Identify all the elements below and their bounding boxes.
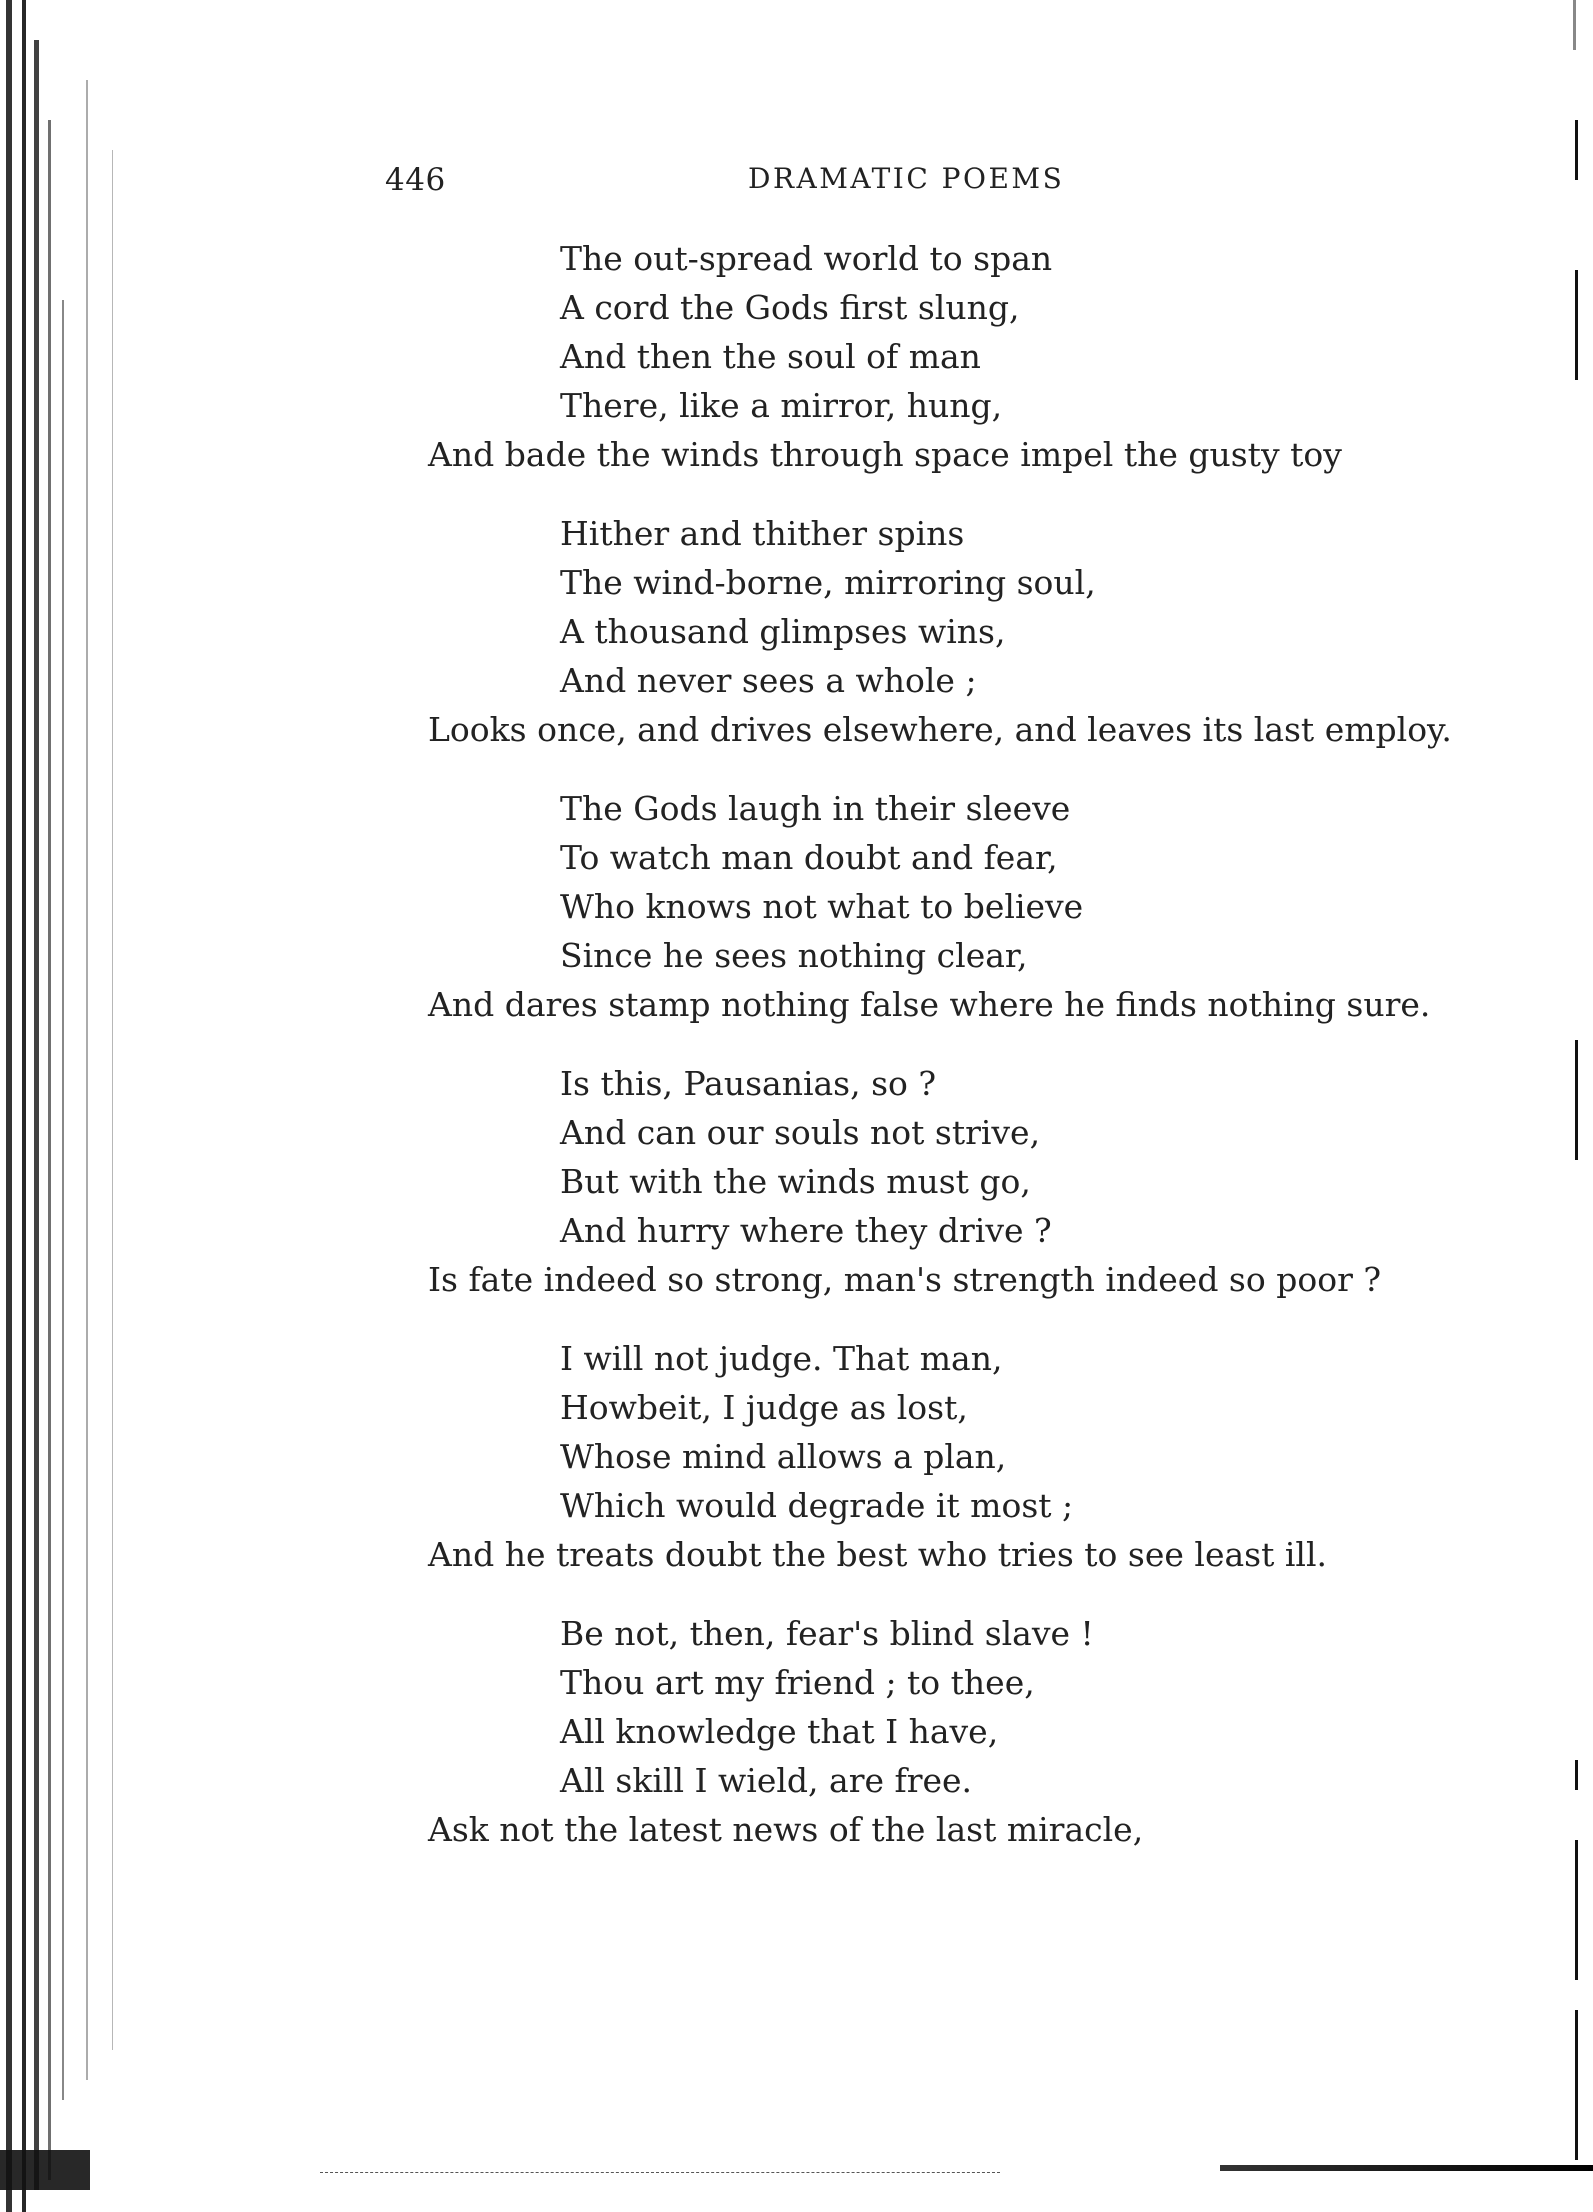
running-title: DRAMATIC POEMS	[748, 162, 1065, 195]
poem-body	[428, 234, 1452, 1884]
poem-line: To watch man doubt and fear,	[560, 838, 1058, 877]
stanza-5	[428, 1334, 1448, 1579]
poem-line: And can our souls not strive,	[560, 1113, 1041, 1152]
poem-line-long: And dares stamp nothing false where he finds nothing sure.	[428, 985, 1431, 1024]
poem-line-long: Looks once, and drives elsewhere, and leaves its last employ.	[428, 710, 1452, 749]
bottom-edge-shadow	[1220, 2165, 1593, 2171]
poem-line: Which would degrade it most ;	[560, 1486, 1074, 1525]
poem-line-long: And bade the winds through space impel the gusty toy	[428, 435, 1342, 474]
stanza-6	[428, 1609, 1448, 1854]
stanza-3	[428, 784, 1448, 1029]
poem-line: A thousand glimpses wins,	[560, 612, 1006, 651]
poem-line: Howbeit, I judge as lost,	[560, 1388, 968, 1427]
poem-line-long: And he treats doubt the best who tries to see least ill.	[428, 1535, 1327, 1574]
poem-line: Hither and thither spins	[560, 514, 965, 553]
poem-line-long: Is fate indeed so strong, man's strength indeed so poor ?	[428, 1260, 1382, 1299]
stanza-4	[428, 1059, 1448, 1304]
poem-line: I will not judge. That man,	[560, 1339, 1003, 1378]
stanza-1	[428, 234, 1448, 479]
running-head	[0, 162, 1593, 202]
bottom-rule	[320, 2172, 1000, 2174]
poem-line: Who knows not what to believe	[560, 887, 1084, 926]
poem-line: The out-spread world to span	[560, 239, 1053, 278]
poem-line: And hurry where they drive ?	[560, 1211, 1052, 1250]
poem-line: Thou art my friend ; to thee,	[560, 1663, 1035, 1702]
poem-line-long: Ask not the latest news of the last miracle,	[428, 1810, 1144, 1849]
poem-line: All knowledge that I have,	[560, 1712, 999, 1751]
right-page-edge	[1563, 0, 1593, 2212]
poem-line: Is this, Pausanias, so ?	[560, 1064, 937, 1103]
poem-line: The wind-borne, mirroring soul,	[560, 563, 1096, 602]
stanza-2	[428, 509, 1452, 754]
poem-line: Since he sees nothing clear,	[560, 936, 1028, 975]
poem-line: The Gods laugh in their sleeve	[560, 789, 1071, 828]
binding-edge	[0, 0, 140, 2212]
poem-line: There, like a mirror, hung,	[560, 386, 1003, 425]
poem-line: Be not, then, fear's blind slave !	[560, 1614, 1094, 1653]
poem-line: Whose mind allows a plan,	[560, 1437, 1007, 1476]
poem-line: But with the winds must go,	[560, 1162, 1031, 1201]
poem-line: A cord the Gods first slung,	[560, 288, 1020, 327]
page-number: 446	[385, 162, 446, 198]
poem-line: And never sees a whole ;	[560, 661, 977, 700]
poem-line: All skill I wield, are free.	[560, 1761, 973, 1800]
poem-line: And then the soul of man	[560, 337, 981, 376]
